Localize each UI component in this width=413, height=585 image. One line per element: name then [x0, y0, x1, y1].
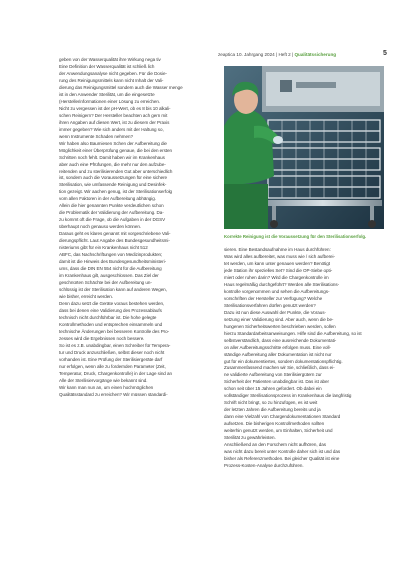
- text-column-right: [224, 247, 384, 470]
- text-line: Qualitätsstandard zu erreichen? Wir müssen standardi-: [59, 391, 168, 397]
- page-number: 5: [383, 50, 387, 57]
- text-line: Was wird alles aufbereitet, was muss wie / sich aufberei-: [224, 253, 335, 259]
- text-line: schen Reinigern? Der Hersteller beachten ach gern mit: [59, 112, 168, 118]
- text-line: tet werden, um kann unter genauen werden? Benötigt: [224, 260, 330, 266]
- text-line: ne validierte Aufbereitung von Sterilisiergütern zur: [224, 372, 322, 378]
- text-line: aber auch eine Pfrüfungen, die mehr nur den aufzube-: [59, 161, 166, 167]
- text-line: Alle der Sterilisiervorgänge wie bekannt sind.: [59, 377, 148, 383]
- text-column-left: [59, 57, 219, 398]
- text-line: Zusammenfassend machen wir Sie, schließlich, dass ei-: [224, 365, 335, 371]
- text-line: gut für ein dokumentiertes, sondern dokumentationspflichtig.: [224, 358, 343, 364]
- text-line: Wir kann man nun an, um einen hochmöglichen: [59, 384, 154, 390]
- text-line: Haus regelmäßig durchgeführt? Werden alle Sterilisations-: [224, 281, 340, 287]
- text-line: dann eine Vielzahl von Chargendokumentationen Standard: [224, 414, 341, 420]
- text-line: aufsetzen. Die bisherigen Kontrollmethoden sollten: [224, 421, 325, 427]
- running-header: [218, 52, 388, 57]
- text-line: Kontrollmethoden und entsprechen einsammeln und: [59, 321, 163, 327]
- journal-info: zeaptica 10. Jahrgang 2024 | Heft 2 |: [218, 52, 294, 57]
- text-line: ABFC, das Nachschriftungen von Medizinprodukten;: [59, 252, 163, 258]
- text-line: vollständiger Sterilisationsprozess im Krankenhaus die langfristig: [224, 393, 352, 399]
- text-line: kontrolle vorgenommen und sehen die Aufbereitungs-: [224, 288, 330, 294]
- text-line: on aller Aufbereitungsschritte erfolgen muss. Eine voll-: [224, 344, 331, 350]
- text-line: hungenen Sicherheitswerten beschrieben werden, sollen: [224, 323, 336, 329]
- text-line: jede Station ihr spezielles Set? Sind die OP-Siebe opti-: [224, 267, 333, 273]
- text-line: überhaupt noch genauso werden können.: [59, 224, 142, 230]
- text-line: damit ist die Hinweis des Bundesgesundheitsministeri-: [59, 259, 167, 265]
- text-line: Nicht zu vergessen ist der pH-Wert, ob es 8 bis 10 alkali-: [59, 105, 171, 111]
- text-line: rung des Reinigungsmittels kann nicht Inhalt der Vali-: [59, 77, 164, 83]
- text-line: selbstverständlich, dass eine ausreichende Dokumentati-: [224, 337, 337, 343]
- text-line: der letzten Jahren die Aufbereitung bereits und ja: [224, 407, 321, 413]
- text-line: im Krankenhaus gilt, ausgeschlossen. Das Ziel der: [59, 273, 159, 279]
- text-line: technische Änderungen bei besseren Kontrolle des Pro-: [59, 328, 170, 334]
- text-line: Wir haben also Baumiesen Schen der Aufbereitung die: [59, 140, 167, 146]
- text-line: Sterilisationsverfahren dürfen genutzt werden?: [224, 302, 316, 308]
- text-line: zesses wird die Ergebnissen noch bessere.: [59, 335, 145, 341]
- text-line: zu kommt oft die Frage, ob die Aufgaben in der DGSV: [59, 217, 166, 223]
- text-line: Schritten noch fehlt. Damit haben wir im Krankenhaus: [59, 154, 165, 160]
- text-line: Eine Definition der Wasserqualität ist schließ lich: [59, 63, 155, 69]
- text-line: reitenden und zu sterilisierenden Gut aber unterschiedlich: [59, 168, 173, 174]
- text-line: ständige Aufbereitung aller Dokumentation ist nicht nur: [224, 351, 332, 357]
- text-line: Prozess-Kosten-Analyse durchzuführen.: [224, 463, 304, 469]
- text-line: bisher als Referenzmethoden. Bei gleicher Qualität ist eine: [224, 456, 340, 462]
- text-line: vorhanden ist. Eine Prüfung der Sterilisiergeräte darf: [59, 356, 163, 362]
- text-line: tur und Druck anzuschließen, selbst dieser noch nicht: [59, 349, 165, 355]
- text-line: So ist es z.B. unabdingbar, einen Schreiber für Tempera-: [59, 342, 171, 348]
- text-line: Daraus geht es klares genannt mit vorgeschriebene Vali-: [59, 231, 171, 237]
- section-name: Qualitätssicherung: [294, 52, 337, 57]
- text-line: Sicherheit der Patienten unabdingbar ist. Das ist aber: [224, 379, 329, 385]
- text-line: ihren Angaben auf diesen Wert, ist zu diesem der Praxis: [59, 119, 170, 125]
- text-line: ist, sondern auch die Voraussetzungen für eine sichere: [59, 175, 168, 181]
- text-line: der Anwendungsanalyse nicht gegeben. Für die Dosie-: [59, 70, 167, 76]
- text-line: vorschriften der Hersteller zur Verfügung? Welche: [224, 295, 323, 301]
- text-line: die Problematik der Validierung der Aufbereitung. Da-: [59, 210, 164, 216]
- text-line: weiterhin genutzt werden, um Einhalten, Sicherheit und: [224, 428, 333, 434]
- text-line: Allein die hier genannten Punkte verdeutlichen schon: [59, 203, 164, 209]
- text-line: Schrift nicht bringt, so zu hinzufügen, es ist weit: [224, 400, 318, 406]
- cleaning-rack-photo: [224, 66, 384, 229]
- text-line: ist in den Anwender Sterilität, um die eingesetzte: [59, 91, 155, 97]
- text-line: vom allen Faktoren in der Aufbereitung abhängig.: [59, 196, 156, 202]
- text-line: ums, dass die DIN EN 554 nicht für die Aufbereitung: [59, 266, 162, 272]
- text-line: dierung das Reinigungsmittel sondern auch die Wasser menge: [59, 84, 183, 90]
- text-line: Sterilisation, wie umfassende Reinigung und Desinfek-: [59, 182, 167, 188]
- text-line: was nicht dazu bereit unter Kontrolle daher sich ist und das: [224, 449, 341, 455]
- text-line: wie bisher, erreicht werden.: [59, 293, 113, 299]
- text-line: dierungspflicht. Laut Angabe des Bundesgesundheitsmi-: [59, 238, 170, 244]
- photo-caption: Korrekte Reinigung ist die Voraussetzung für den Sterilisationserfolg.: [224, 234, 367, 239]
- text-line: Anschließend an den Forschern nicht aufhören, das: [224, 442, 326, 448]
- text-line: Dazu ist nun diese Auswahl der Punkte, die Voraus-: [224, 309, 326, 315]
- text-line: Sterilität zu gewährleisten.: [224, 435, 276, 441]
- text-line: Denn dazu setzt die Geräte voraus bestehen werden,: [59, 300, 165, 306]
- text-line: nur erfolgen, wenn alle zu fordernden Parameter (Zeit,: [59, 363, 166, 369]
- text-line: nisteriums gibt für ein Krankenhaus nicht 512: [59, 245, 148, 251]
- text-line: schlüssig ist der Sterilisation kann auf anderen Wegen,: [59, 286, 167, 292]
- text-line: miert oder ruhen darin? Wird die Chargenkontrolle im: [224, 274, 329, 280]
- text-line: (Herstellerinformationen einer Lösung zu erreichen.: [59, 98, 161, 104]
- text-line: schon seit über 15 Jahren gefordert. Ob dabei ein: [224, 386, 322, 392]
- text-line: wenn Instrumente Schaden nehmen?: [59, 133, 133, 139]
- text-line: tion gezeigt. Wir aachen genug, ist der Sterilisationserfolg: [59, 189, 173, 195]
- text-line: Temperatur, Druck, Chargenkontrolle) in der Lage sind an: [59, 370, 172, 376]
- text-line: dass bei denen eine Validierung des Prozessablaufs: [59, 307, 162, 313]
- text-line: sieren. Eine Bestandsaufnahme im Haus durchführen:: [224, 247, 331, 252]
- text-line: geschnürten Schächte bei der Aufbereitung un-: [59, 280, 152, 285]
- text-line: hierzu Standardarbeitsanweisungen. Hilfe sind die Aufbereitung, so ist: [224, 330, 362, 336]
- text-line: setzung einer Validierung sind. Aber auch, wenn die be-: [224, 316, 334, 322]
- text-line: immer gegeben? Wie sich anders mit der Haltung so,: [59, 126, 164, 132]
- text-line: technisch nicht durchführbar ist. Die hohe gelegte: [59, 314, 157, 320]
- text-line: geben von der Wasserqualität ihre Wirkung nega tiv: [59, 57, 161, 62]
- text-line: Möglichkeit einer Überprüfung genaue, die bei den ersten: [59, 147, 172, 153]
